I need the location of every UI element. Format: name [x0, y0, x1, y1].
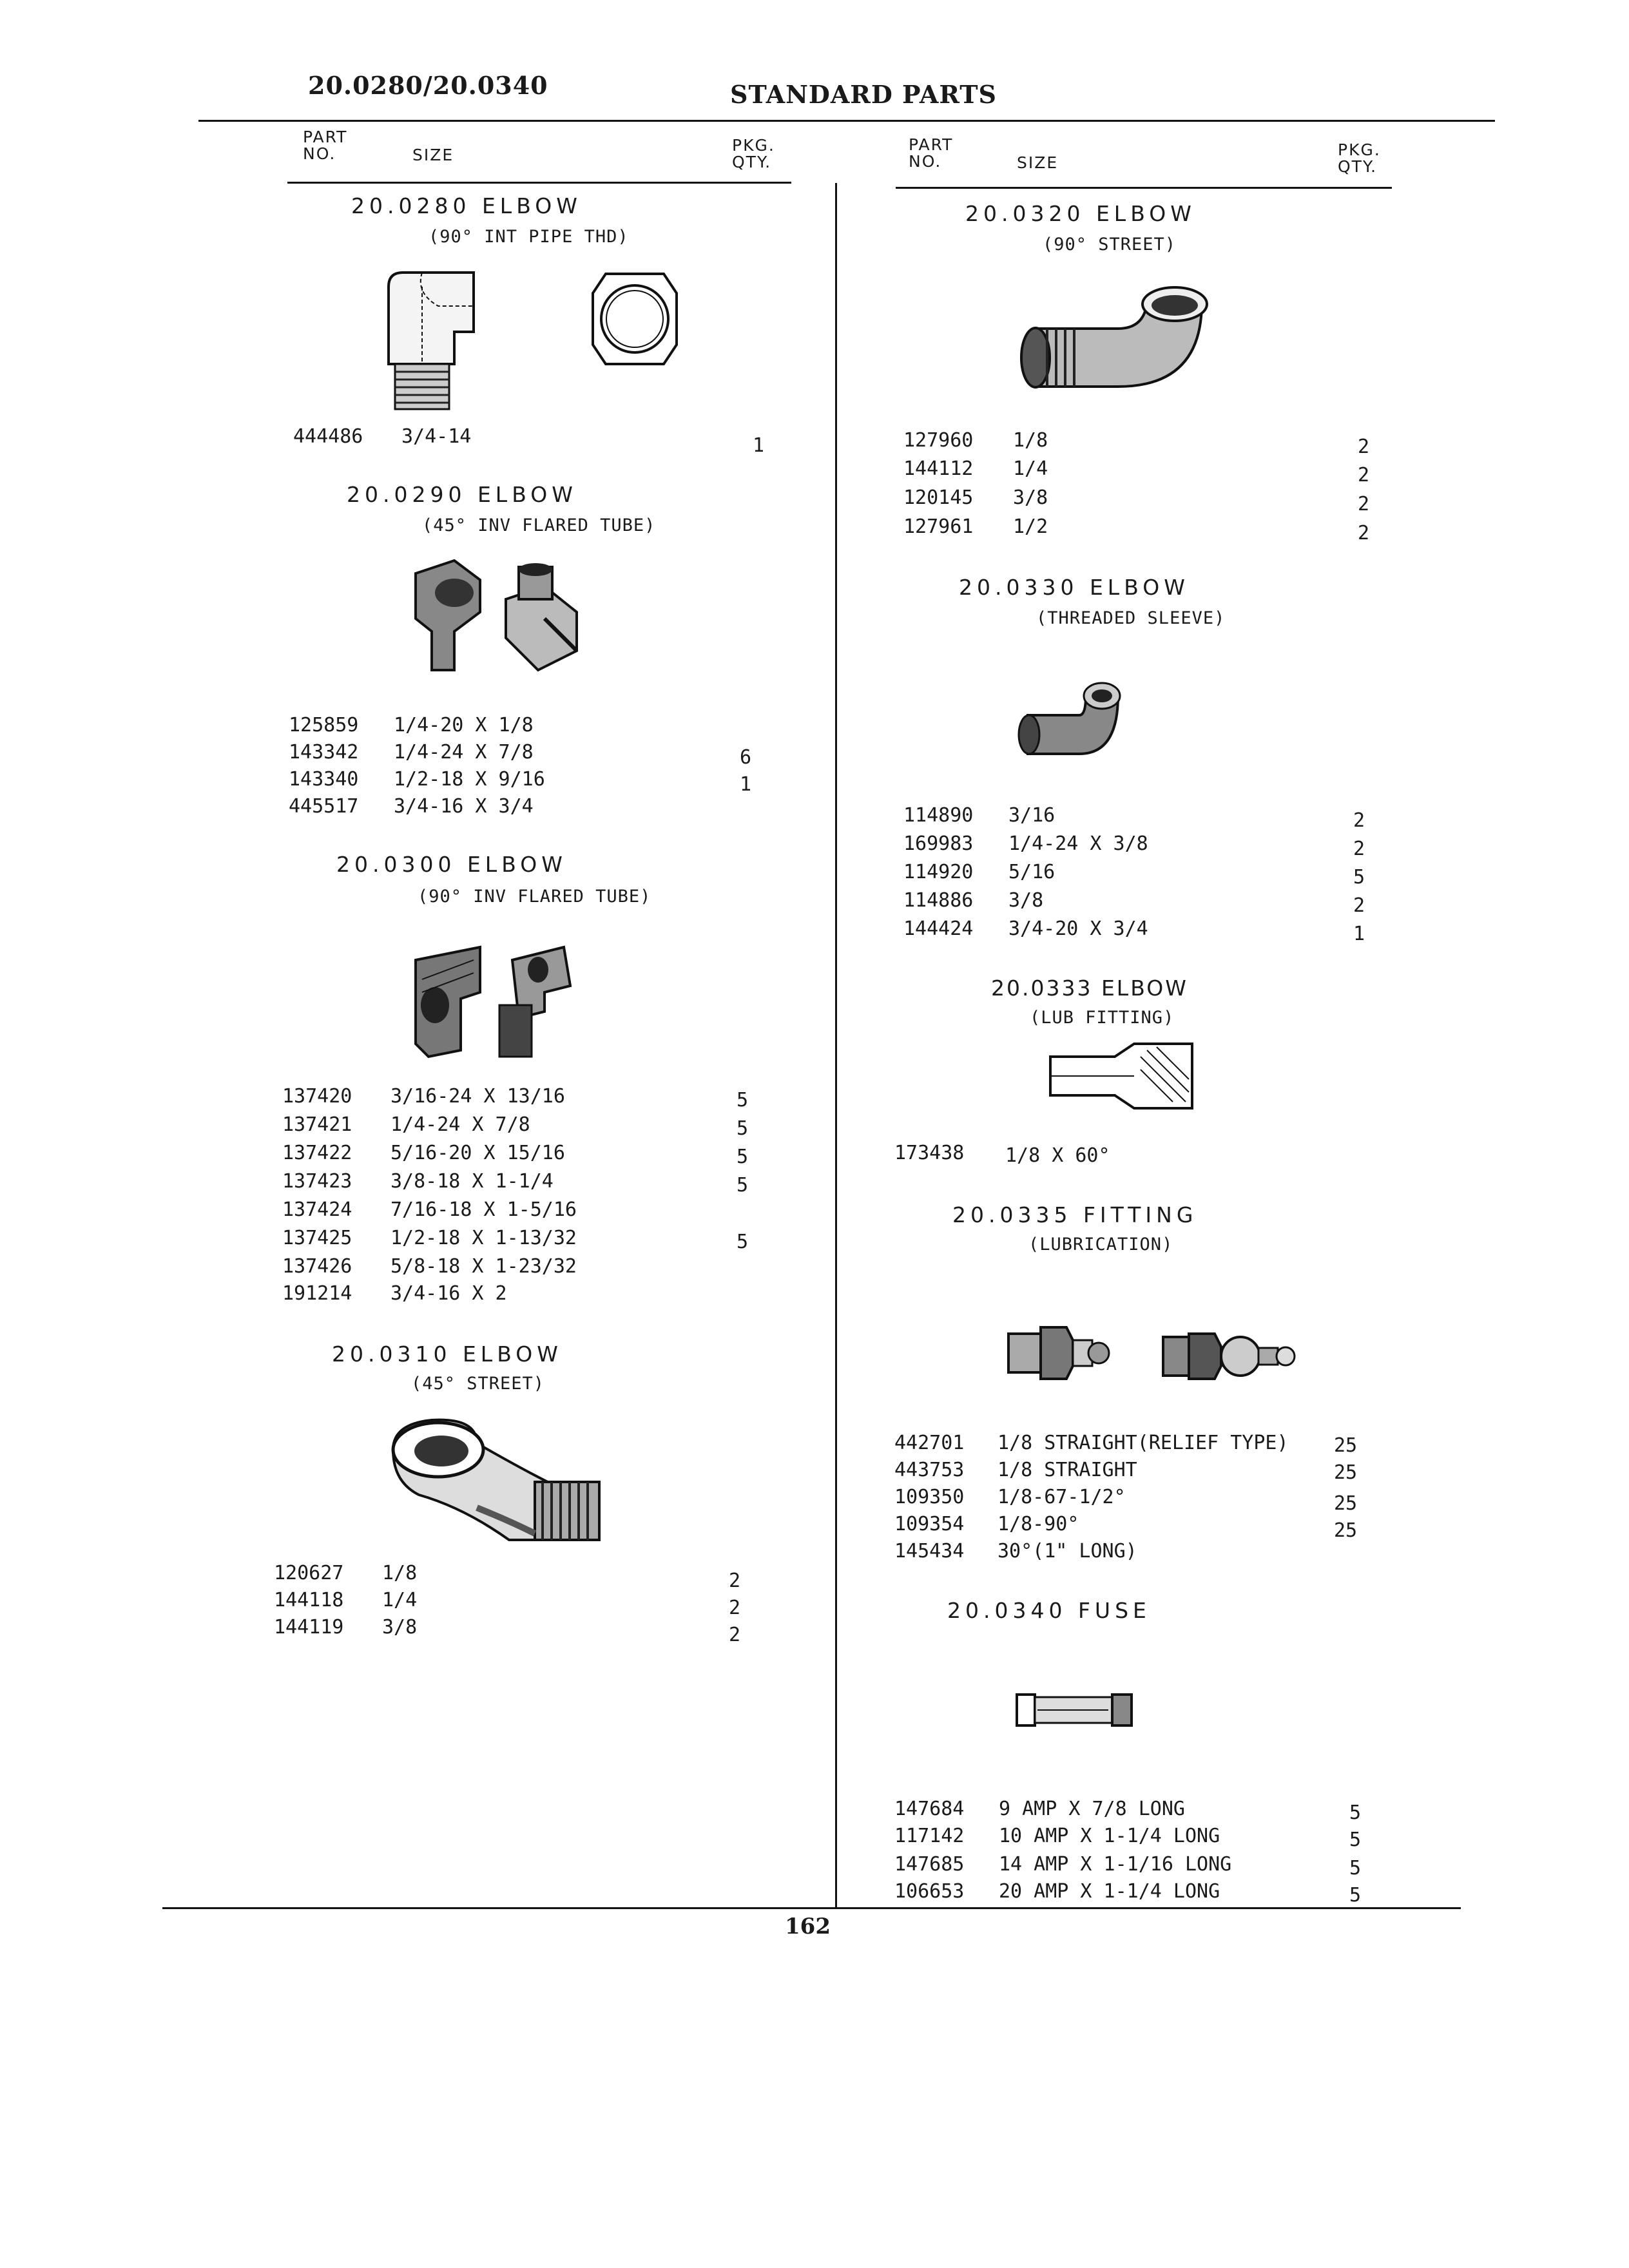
- section-subtitle-20-0335: (LUBRICATION): [1028, 1235, 1173, 1254]
- section-subtitle-20-0333: (LUB FITTING): [1030, 1008, 1175, 1028]
- page-number: 162: [785, 1914, 831, 1939]
- table-row: 137420 3/16-24 X 13/16 5: [282, 1085, 749, 1111]
- elbow-45-inv-flared-image: [403, 554, 596, 683]
- left-header-rule: [287, 182, 791, 184]
- section-subtitle-20-0320: (90° STREET): [1043, 235, 1177, 255]
- section-subtitle-20-0300: (90° INV FLARED TUBE): [418, 887, 651, 907]
- section-title-20-0290: 20.0290 ELBOW: [347, 482, 577, 507]
- right-qty-header: PKG. QTY.: [1338, 140, 1381, 176]
- table-row: 143342 1/4-24 X 7/8 6: [289, 741, 752, 769]
- section-title-20-0335: 20.0335 FITTING: [952, 1202, 1198, 1227]
- section-subtitle-20-0310: (45° STREET): [411, 1374, 545, 1394]
- column-divider: [835, 183, 837, 1908]
- section-title-20-0310: 20.0310 ELBOW: [332, 1341, 563, 1367]
- table-row: 143340 1/2-18 X 9/16 1: [289, 768, 752, 796]
- table-row: 106653 20 AMP X 1-1/4 LONG 5: [894, 1880, 1362, 1907]
- section-subtitle-20-0290: (45° INV FLARED TUBE): [422, 515, 656, 535]
- table-row: 120627 1/8 2: [274, 1562, 741, 1592]
- elbow-90-end-view-image: [586, 267, 683, 370]
- page-title: STANDARD PARTS: [730, 80, 997, 109]
- table-row: 127960 1/8 2: [903, 429, 1370, 458]
- table-row: 137425 1/2-18 X 1-13/32 5: [282, 1227, 749, 1253]
- table-row: 147685 14 AMP X 1-1/16 LONG 5: [894, 1853, 1362, 1879]
- table-row: 137422 5/16-20 X 15/16 5: [282, 1142, 749, 1168]
- left-part-no-header: PART NO.: [303, 128, 348, 163]
- right-header-rule: [896, 187, 1392, 189]
- table-row: 117142 10 AMP X 1-1/4 LONG 5: [894, 1825, 1362, 1851]
- section-title-20-0340: 20.0340 FUSE: [947, 1598, 1151, 1623]
- elbow-90-int-pipe-image: [377, 261, 525, 416]
- header-rule: [198, 120, 1495, 122]
- table-row: 144424 3/4-20 X 3/4 1: [903, 918, 1365, 945]
- table-row: 173438 1/8 X 60°: [894, 1142, 1110, 1167]
- right-part-no-header: PART NO.: [909, 135, 954, 171]
- table-row: 114890 3/16 2: [903, 804, 1365, 832]
- left-size-header: SIZE: [412, 146, 454, 164]
- section-title-20-0320: 20.0320 ELBOW: [965, 201, 1196, 226]
- table-row: 147684 9 AMP X 7/8 LONG 5: [894, 1798, 1362, 1824]
- table-row: 137426 5/8-18 X 1-23/32: [282, 1255, 577, 1278]
- elbow-threaded-sleeve-image: [1008, 670, 1124, 760]
- table-row: 169983 1/4-24 X 3/8 2: [903, 832, 1365, 860]
- fuse-image: [1012, 1688, 1141, 1733]
- table-row: 442701 1/8 STRAIGHT(RELIEF TYPE) 25: [894, 1432, 1358, 1457]
- elbow-45-street-image: [380, 1411, 612, 1559]
- table-row: 137423 3/8-18 X 1-1/4 5: [282, 1170, 749, 1196]
- table-row: 144118 1/4 2: [274, 1589, 741, 1619]
- table-row: 444486 3/4-14 1: [293, 425, 765, 457]
- elbow-90-street-image: [1008, 284, 1215, 406]
- table-row: 137424 7/16-18 X 1-5/16: [282, 1198, 577, 1221]
- table-row: 445517 3/4-16 X 3/4: [289, 795, 534, 818]
- section-title-20-0330: 20.0330 ELBOW: [959, 575, 1190, 600]
- lubrication-fitting-straight-image: [1002, 1314, 1112, 1392]
- footer-rule: [162, 1907, 1461, 1909]
- table-row: 144119 3/8 2: [274, 1616, 741, 1646]
- section-subtitle-20-0330: (THREADED SLEEVE): [1036, 608, 1226, 628]
- table-row: 109350 1/8-67-1/2° 25: [894, 1486, 1358, 1515]
- section-title-20-0333: 20.0333 ELBOW: [991, 975, 1188, 1001]
- table-row: 191214 3/4-16 X 2: [282, 1282, 507, 1305]
- table-row: 114920 5/16 5: [903, 861, 1365, 889]
- section-title-20-0280: 20.0280 ELBOW: [351, 193, 582, 218]
- elbow-90-inv-flared-image: [403, 941, 583, 1070]
- table-row: 144112 1/4 2: [903, 457, 1370, 486]
- table-row: 443753 1/8 STRAIGHT 25: [894, 1459, 1358, 1484]
- section-subtitle-20-0280: (90° INT PIPE THD): [429, 227, 629, 247]
- elbow-lub-fitting-image: [1044, 1037, 1199, 1121]
- left-qty-header: PKG. QTY.: [732, 136, 775, 171]
- header-range: 20.0280/20.0340: [308, 71, 548, 100]
- table-row: 109354 1/8-90° 25: [894, 1513, 1358, 1542]
- table-row: 114886 3/8 2: [903, 889, 1365, 917]
- table-row: 137421 1/4-24 X 7/8 5: [282, 1113, 749, 1140]
- table-row: 120145 3/8 2: [903, 486, 1370, 515]
- table-row: 125859 1/4-20 X 1/8: [289, 714, 534, 736]
- right-size-header: SIZE: [1017, 153, 1059, 172]
- lubrication-fitting-angled-image: [1157, 1321, 1298, 1392]
- table-row: 127961 1/2 2: [903, 515, 1370, 544]
- table-row: 145434 30°(1" LONG): [894, 1540, 1137, 1562]
- section-title-20-0300: 20.0300 ELBOW: [336, 852, 567, 877]
